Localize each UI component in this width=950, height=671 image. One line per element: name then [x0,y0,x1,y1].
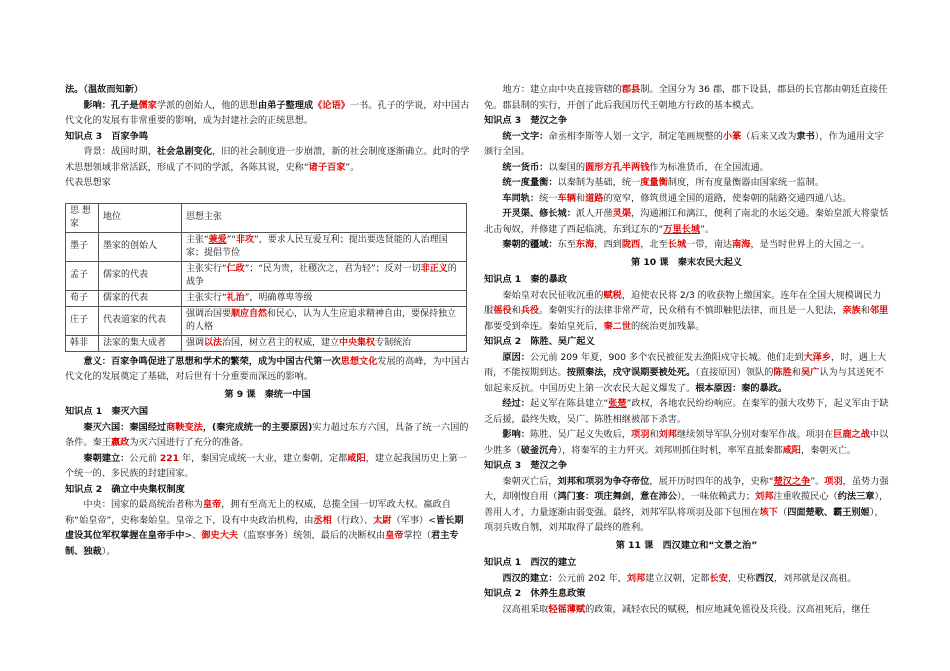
uprising-impact-paragraph: 影响：陈胜、吴广起义失败后，项羽和刘邦继续领导军队分别对秦军作战。项羽在巨鹿之战中以少胜多（破釜沉舟），将秦军的主力歼灭。刘邦则抓住时机，率军直抵秦都咸阳，秦朝灭亡。 [484,429,889,456]
table-row [66,306,467,335]
kp2b-title: 知识点 2 休养生息政策 [484,588,586,599]
thinker-name: 韩非 [66,335,99,351]
thinker-name: 荀子 [66,290,99,306]
lesson-11-title: 第 11 课 西汉建立和“文景之治” [615,539,758,551]
tyranny-paragraph: 秦始皇对农民征收沉重的赋税，迫使农民将 2/3 的收获物上缴国家。连年在全国大规模调民力服徭役和兵役。秦朝实行的法律非常严苛，民众稍有不慎即触犯法律，而且是一人犯法，亲族和邻里都要受到牵连。秦始皇死后，秦二世的统治更加残暴。 [484,289,889,332]
thinkers-table [65,203,467,352]
kp3-title: 知识点 3 百家争鸣 [65,130,149,142]
header-cell: 地位 [99,203,182,232]
thinker-idea: 主张“兼爱”“非攻”，要求人民互爱互利；提出要选贤能的人治理国家；提倡节俭 [182,232,467,261]
unify-currency-paragraph: 统一货币：以秦国的圆形方孔半两钱作为标准货币，在全国流通。 [502,161,769,173]
kp3-title-right: 知识点 3 楚汉之争 [484,115,568,126]
same-axle-paragraph: 车同轨：统一车辆和道路的宽窄，修筑贯通全国的道路，使秦朝的陆路交通四通八达。 [502,192,852,204]
header-cell: 思 想家 [66,203,99,232]
thinker-name: 墨子 [66,232,99,261]
kp1-title: 知识点 1 秦灭六国 [65,406,149,417]
confucius-influence: 影响：孔子是儒家学派的创始人，他的思想由弟子整理成《论语》一书。孔子的学说，对中国古代文化的发展有非常重要的影响，成为封建社会的正统思想。 [65,99,470,126]
thinker-position: 法家的集大成者 [99,335,182,351]
qin-unify-paragraph: 秦灭六国：秦国经过商鞅变法，(秦完成统一的主要原因)实力超过东方六国，具备了统一六国的条件。秦王嬴政为灭六国进行了充分的准备。 [65,421,469,448]
unify-script-paragraph: 统一文字：命丞相李斯等人划一文字，制定笔画规整的小篆（后来又改为隶书），作为通用文字颁行全国。 [484,130,884,157]
canal-wall-paragraph: 开灵渠、修长城：派人开凿灵渠，沟通湘江和漓江，便利了南北的水运交通。秦始皇派大将蒙恬北击匈奴，并修建了西起临洮，东到辽东的“万里长城”。 [484,208,889,235]
kp1-title-right: 知识点 1 秦的暴政 [484,274,568,285]
intro-line: 法。（温故而知新） [65,84,144,95]
header-cell: 思想主张 [182,203,467,232]
thinker-idea: 主张实行“仁政”；“民为贵，社稷次之，君为轻”；反对一切非正义的战争 [182,261,467,290]
kp1b-title: 知识点 1 西汉的建立 [484,557,577,568]
uprising-process-paragraph: 经过：起义军在陈县建立“张楚”政权，各地农民纷纷响应。在秦军的强大攻势下，起义军由于缺乏后援，最终失败，吴广、陈胜相继被部下杀害。 [484,398,889,425]
table-caption: 代表思想家 [65,177,111,188]
chuhan-paragraph: 秦朝灭亡后，刘邦和项羽为争夺帝位，展开历时四年的战争，史称“楚汉之争”。项羽，虽势力强大，却刚愎自用（鸿门宴：项庄舞剑，意在沛公），一味依赖武力；刘邦注重收揽民心（约法三章），善用人才，力量逐渐由弱变强。最终，刘邦军队将项羽及部下包围在垓下（四面楚歌、霸王别姬），项羽兵败自刎，刘邦取得了最终的胜利。 [484,475,889,533]
thinker-position: 儒家的代表 [99,261,182,290]
table-header-row [66,203,467,232]
thinker-position: 儒家的代表 [99,290,182,306]
thinker-idea: 强调治国要顺应自然和民心，认为人生应追求精神自由，要保持独立的人格 [182,306,467,335]
background-paragraph: 背景：战国时期，社会急剧变化，旧的社会制度进一步崩溃，新的社会制度逐渐确立。此时的学术思想领域非常活跃，形成了不同的学派，各陈其说，史称“诸子百家”。 [65,146,470,173]
kp2-title-right: 知识点 2 陈胜、吴广起义 [484,336,595,347]
thinker-position: 墨家的创始人 [99,232,182,261]
thinker-position: 代表道家的代表 [99,306,182,335]
thinker-name: 孟子 [66,261,99,290]
local-gov-paragraph: 地方：建立由中央直接管辖的郡县制。全国分为 36 郡，郡下设县，郡县的长官都由朝廷直接任免。郡县制的实行，开创了此后我国历代王朝地方行政的基本模式。 [484,84,888,111]
recuperation-paragraph: 汉高祖采取轻徭薄赋的政策，减轻农民的赋税，相应地减免徭役及兵役。汉高祖死后，继任 [502,603,870,615]
kp3-chuhan-title: 知识点 3 楚汉之争 [484,460,568,471]
thinker-name: 庄子 [66,306,99,335]
qin-founding-paragraph: 秦朝建立：公元前 221 年，秦国完成统一大业，建立秦朝，定都咸阳，建立起我国历史上第一个统一的、多民族的封建国家。 [65,452,467,479]
table-row [66,232,467,261]
significance-paragraph: 意义：百家争鸣促进了思想和学术的繁荣，成为中国古代第一次思想文化发展的高峰，为中国古代文化的发展奠定了基础，对后世有十分重要而深远的影响。 [65,355,470,382]
western-han-paragraph: 西汉的建立：公元前 202 年，刘邦建立汉朝，定都长安，史称西汉，刘邦就是汉高祖。 [502,572,857,584]
unify-measures-paragraph: 统一度量衡：以秦制为基础，统一度量衡制度，所有度量衡器由国家统一监制。 [502,177,824,188]
central-gov-paragraph: 中央：国家的最高统治者称为皇帝，拥有至高无上的权威，总揽全国一切军政大权。嬴政自称“始皇帝”，史称秦始皇。皇帝之下，设有中央政治机构，由丞相（行政）、太尉（军事）<皆长期虚设其位军权掌握在皇帝手中>、御史大夫（监察事务）统领，最后的决断权由皇帝掌控（君主专制、独裁）。 [65,499,464,557]
table-row [66,335,467,351]
kp2-title: 知识点 2 确立中央集权制度 [65,483,185,495]
territory-paragraph: 秦朝的疆域：东至东海，西到陇西，北至长城一带，南达南海，是当时世界上的大国之一。 [502,239,870,250]
uprising-cause-paragraph: 原因：公元前 209 年夏，900 多个农民被征发去渔阳戍守长城。他们走到大泽乡，时，遇上大雨，不能按期到达。按照秦法，戍守误期要被处死。（直接原因）领队的陈胜和吴广认为与其送死不如起来反抗。中国历史上第一次农民大起义爆发了。根本原因：秦的暴政。 [484,351,887,394]
lesson-9-title: 第 9 课 秦统一中国 [224,388,311,400]
left-column [65,82,470,559]
lesson-10-title: 第 10 课 秦末农民大起义 [630,256,743,268]
right-column [484,82,889,617]
table-row [66,261,467,290]
table-row [66,290,467,306]
thinker-idea: 主张实行“礼治”，明确尊卑等级 [182,290,467,306]
thinker-idea: 强调以法治国，树立君主的权威，建立中央集权专制统治 [182,335,467,351]
